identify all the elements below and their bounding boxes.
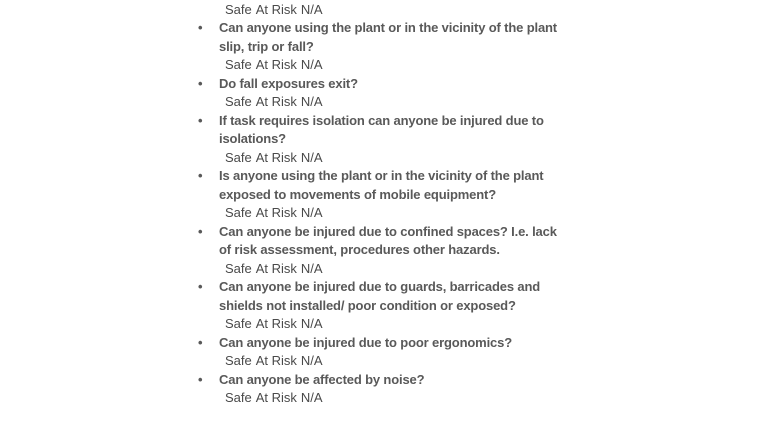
option-at-risk[interactable]: At Risk bbox=[255, 205, 297, 220]
option-at-risk[interactable]: At Risk bbox=[255, 260, 297, 276]
bullet-icon: • bbox=[198, 20, 203, 35]
option-na[interactable]: N/A bbox=[300, 205, 323, 220]
bullet-icon: • bbox=[198, 371, 203, 387]
answer-options bbox=[219, 1, 566, 20]
option-na[interactable]: N/A bbox=[300, 390, 323, 405]
checklist-question: Is anyone using the plant or in the vicinity of the plant exposed to movements of mobile equipment? bbox=[219, 168, 544, 202]
option-na[interactable]: N/A bbox=[300, 353, 323, 368]
option-safe[interactable]: Safe bbox=[225, 205, 252, 220]
option-safe[interactable]: Safe bbox=[225, 390, 252, 405]
checklist-item bbox=[196, 278, 566, 334]
option-safe[interactable]: Safe bbox=[225, 316, 252, 331]
option-at-risk[interactable]: At Risk bbox=[255, 149, 297, 165]
option-safe[interactable]: Safe bbox=[225, 57, 252, 72]
checklist-question: Can anyone be injured due to confined spaces? I.e. lack of risk assessment, procedures other hazards. bbox=[219, 223, 557, 257]
bullet-icon: • bbox=[198, 334, 203, 350]
checklist-question: Can anyone be affected by noise? bbox=[219, 371, 425, 387]
bullet-icon: • bbox=[198, 112, 203, 128]
checklist-item bbox=[196, 75, 566, 112]
answer-options bbox=[219, 260, 566, 279]
option-at-risk[interactable]: At Risk bbox=[255, 57, 297, 72]
checklist-question: Can anyone using the plant or in the vicinity of the plant slip, trip or fall? bbox=[219, 20, 557, 54]
option-at-risk[interactable]: At Risk bbox=[255, 1, 297, 17]
option-na[interactable]: N/A bbox=[300, 57, 323, 72]
option-safe[interactable]: Safe bbox=[225, 94, 252, 109]
answer-options bbox=[219, 56, 566, 75]
option-safe[interactable]: Safe bbox=[225, 149, 252, 165]
option-safe[interactable]: Safe bbox=[225, 353, 252, 368]
checklist-item bbox=[196, 334, 566, 371]
bullet-icon: • bbox=[198, 168, 203, 183]
checklist-item bbox=[196, 0, 566, 19]
option-at-risk[interactable]: At Risk bbox=[255, 94, 297, 109]
option-safe[interactable]: Safe bbox=[225, 260, 252, 276]
checklist-item bbox=[196, 371, 566, 408]
answer-options bbox=[219, 389, 566, 408]
checklist-question: Can anyone be injured due to poor ergonomics? bbox=[219, 334, 512, 350]
option-na[interactable]: N/A bbox=[300, 149, 323, 165]
option-at-risk[interactable]: At Risk bbox=[255, 316, 297, 331]
checklist-item bbox=[196, 223, 566, 279]
checklist-question: Can anyone be injured due to guards, barricades and shields not installed/ poor condition or exposed? bbox=[219, 279, 541, 313]
checklist-item bbox=[196, 112, 566, 168]
option-na[interactable]: N/A bbox=[300, 1, 323, 17]
option-at-risk[interactable]: At Risk bbox=[255, 353, 297, 368]
bullet-icon: • bbox=[198, 223, 203, 239]
option-at-risk[interactable]: At Risk bbox=[255, 390, 297, 405]
option-na[interactable]: N/A bbox=[300, 260, 323, 276]
checklist-item bbox=[196, 167, 566, 223]
answer-options bbox=[219, 93, 566, 112]
hazard-checklist bbox=[196, 0, 566, 408]
answer-options bbox=[219, 204, 566, 223]
answer-options bbox=[219, 149, 566, 168]
option-safe[interactable]: Safe bbox=[225, 1, 252, 17]
bullet-icon: • bbox=[198, 75, 203, 91]
checklist-question: Do fall exposures exit? bbox=[219, 75, 358, 91]
option-na[interactable]: N/A bbox=[300, 316, 323, 331]
bullet-icon: • bbox=[198, 279, 203, 294]
answer-options bbox=[219, 352, 566, 371]
option-na[interactable]: N/A bbox=[300, 94, 323, 109]
checklist-item bbox=[196, 19, 566, 75]
checklist-question: If task requires isolation can anyone be injured due to isolations? bbox=[219, 112, 544, 146]
answer-options bbox=[219, 315, 566, 334]
